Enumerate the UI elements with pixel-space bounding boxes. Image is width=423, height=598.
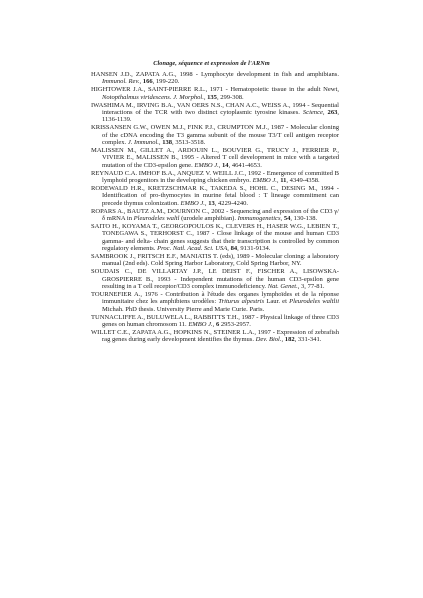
reference-title: Altered T cell development in mice with a targeted mutation of the CD3-epsilon gene. (102, 154, 340, 169)
reference-volume: 182 (284, 336, 295, 344)
reference-authors: HANSEN J.D., ZAPATA A.G., 1998 (91, 71, 193, 78)
reference-item: HIGHTOWER J.A., SAINT-PIERRE R.L., 1971 - Hematopoietic tissue in the adult Newt, Notopthalmus viridescens. J. Morphol., 135, 299-308. (91, 86, 339, 101)
reference-title-after: Michah. PhD thesis. University Pierre and Marie Curie. Paris. (102, 305, 265, 313)
reference-volume: 166 (142, 78, 153, 86)
reference-pages: 299-308. (220, 93, 244, 101)
reference-journal: Immunol. Rev. (102, 78, 140, 86)
reference-authors: TOURNEFIER A., 1976 (91, 290, 158, 298)
reference-item: HANSEN J.D., ZAPATA A.G., 1998 - Lymphocyte development in fish and amphibians. Immunol. Rev., 166, 199-220. (91, 71, 339, 86)
reference-journal: J. Immunol. (127, 139, 159, 147)
reference-journal: EMBO J. (252, 177, 277, 185)
reference-species: Triturus alpestris (218, 298, 265, 306)
reference-volume: 138 (162, 139, 173, 147)
reference-item: MALISSEN M., GILLET A., ARDOUIN L., BOUVIER G., TRUCY J., FERRIER P., VIVIER E., MALISSEN B., 1995 - Altered T cell development in mice with a targeted mutation of the CD3-epsilon gene. EMBO J., 14, 4641-4653. (91, 146, 340, 169)
reference-pages: 331-341. (297, 336, 322, 344)
reference-list (91, 71, 339, 344)
reference-title-after: (urodele amphibian). (181, 215, 236, 223)
reference-volume: 84 (230, 245, 238, 253)
reference-authors: TUNNACLIFFE A., BULUWELA L., RABBITTS T.H., 1987 (91, 313, 255, 321)
reference-item: RODEWALD H.R., KRETZSCHMAR K., TAKEDA S., HOHL C., DESING M., 1994 - Identification of pro-thymocytes in murine fetal blood : T lineage commitment can precede thymus colonization. EMBO J., 13, 4229-4240. (91, 184, 339, 207)
reference-journal: EMBO J. (188, 321, 213, 329)
reference-journal: Dev. Biol. (255, 336, 282, 344)
reference-title: Contribution à l'étude des organes lymphoïdes et de la réponse immunitaire chez les amphibiens urodèles: (102, 290, 339, 306)
reference-volume: 54 (283, 215, 291, 223)
reference-authors: WILLET C.E., ZAPATA A.G., HOPKINS N., STEINER L.A., 1997 (91, 328, 271, 336)
reference-pages: 3513-3518. (175, 139, 206, 147)
reference-authors: ROPARS A., BAUTZ A.M., DOURNON C., 2002 (91, 207, 225, 215)
reference-item: SOUDAIS C., DE VILLARTAY J.P., LE DEIST F., FISCHER A., LISOWSKA-GROSPIERRE B., 1993 - Independent mutations of the human CD3-epsilon gene resulting in a T cell receptor/CD3 complex immunodeficiency. Nat. Genet., 3, 77-81. (91, 268, 339, 291)
reference-pages: 4641-4653. (231, 161, 262, 169)
reference-item: KRISSANSEN G.W., OWEN M.J., FINK P.J., CRUMPTON M.J., 1987 - Molecular cloning of the cDNA encoding the T3 gamma subunit of the mouse T3/T cell antigen receptor complex. J. Immunol., 138, 3513-3518. (91, 124, 339, 147)
reference-title: Lymphocyte development in fish and amphibians. (200, 71, 339, 78)
reference-journal: Immunogenetics (237, 215, 281, 223)
reference-item: IWASHIMA M., IRVING B.A., VAN OERS N.S., CHAN A.C., WEISS A., 1994 - Sequential interactions of the TCR with two distinct cytoplasmic tyrosine kinases. Science, 263, 1136-1139. (91, 101, 340, 124)
reference-volume: 11 (280, 177, 287, 185)
reference-journal: Proc. Natl. Acad. Sci. USA (157, 245, 228, 253)
reference-pages: 77-81. (307, 283, 325, 291)
reference-authors: RODEWALD H.R., KRETZSCHMAR K., TAKEDA S., HOHL C., DESING M., 1994 (91, 184, 334, 192)
reference-authors: SOUDAIS C., DE VILLARTAY J.P., LE DEIST F., FISCHER A., LISOWSKA-GROSPIERRE B., 1993 (91, 268, 339, 283)
reference-volume: 6 (215, 321, 220, 329)
reference-volume: 14 (222, 161, 229, 169)
reference-title: Sequencing and expression of the CD3 γ/δ mRNA in (102, 207, 339, 223)
reference-title: Molecular cloning of the cDNA encoding the T3 gamma subunit of the mouse T3/T cell antigen receptor complex. (102, 124, 339, 147)
reference-journal: Science (302, 108, 323, 116)
reference-title: Molecular cloning: a laboratory manual (2nd eds). Cold Spring Harbor Laboratory, Cold Spring Harbor, NY. (102, 252, 339, 268)
reference-item: WILLET C.E., ZAPATA A.G., HOPKINS N., STEINER L.A., 1997 - Expression of zebrafish rag genes during early development identifies the thymus. Dev. Biol., 182, 331-341. (91, 328, 339, 344)
reference-pages: 1136-1139. (102, 116, 132, 124)
reference-journal: EMBO J. (194, 161, 219, 169)
reference-title: Emergence of committed B lymphoid progenitors in the developing chicken embryo. (102, 169, 339, 185)
reference-pages: 130-138. (293, 215, 318, 223)
reference-species: Pleurodeles waltl (133, 215, 180, 223)
reference-pages: 2953-2957. (220, 321, 251, 329)
reference-authors: SAMBROOK J., FRITSCH E.F., MANIATIS T. (eds), 1989 (91, 252, 250, 260)
reference-title: Identification of pro-thymocytes in murine fetal blood : T lineage commitment can precede thymus colonization. (102, 192, 339, 207)
reference-authors: MALISSEN M., GILLET A., ARDOUIN L., BOUVIER G., TRUCY J., FERRIER P., VIVIER E., MALISSEN B., 1995 (91, 146, 339, 162)
reference-pages: 9131-9134. (240, 245, 271, 253)
reference-item: SAITO H., KOYAMA T., GEORGOPOULOS K., CLEVERS H., HASER W.G., LEBIEN T., TONEGAWA S., TERHORST C., 1987 - Close linkage of the mouse and human CD3 gamma- and delta- chain genes suggests that their transcription is controlled by common regulatory elements. Proc. Natl. Acad. Sci. USA, 84, 9131-9134. (91, 222, 339, 253)
reference-pages: 199-220. (155, 78, 180, 86)
reference-authors: IWASHIMA M., IRVING B.A., VAN OERS N.S., CHAN A.C., WEISS A., 1994 (91, 101, 306, 109)
reference-authors: REYNAUD C.A. IMHOF B.A., ANQUEZ V. WEILL J.C., 1992 (91, 169, 262, 177)
reference-volume: 263 (327, 108, 338, 116)
reference-item: TUNNACLIFFE A., BULUWELA L., RABBITTS T.H., 1987 - Physical linkage of three CD3 genes on human chromosom 11. EMBO J., 6 2953-2957. (91, 313, 340, 329)
reference-authors: SAITO H., KOYAMA T., GEORGOPOULOS K., CLEVERS H., HASER W.G., LEBIEN T., TONEGAWA S., TERHORST C., 1987 (91, 222, 339, 238)
reference-title: Physical linkage of three CD3 genes on human chromosom 11. (102, 313, 340, 329)
reference-title: Independent mutations of the human CD3-epsilon gene resulting in a T cell receptor/CD3 complex immunodeficiency. (102, 275, 339, 291)
reference-title: Expression of zebrafish rag genes during early development identifies the thymus. (102, 328, 339, 344)
reference-item: TOURNEFIER A., 1976 - Contribution à l'étude des organes lymphoïdes et de la réponse immunitaire chez les amphibiens urodèles: Triturus alpestris Laur. et Pleurodeles waltlii Michah. PhD thesis. University Pierre and Marie Curie. Paris. (91, 290, 340, 313)
reference-journal: J. Morphol. (173, 93, 204, 101)
reference-pages: 4349-4358. (289, 177, 320, 185)
reference-title: Close linkage of the mouse and human CD3 gamma- and delta- chain genes suggests that their transcription is controlled by common regulatory elements. (102, 230, 339, 253)
reference-authors: KRISSANSEN G.W., OWEN M.J., FINK P.J., CRUMPTON M.J., 1987 (91, 124, 285, 132)
reference-authors: HIGHTOWER J.A., SAINT-PIERRE R.L., 1971 (91, 86, 223, 94)
reference-species: Notopthalmus viridescens (102, 93, 170, 101)
reference-item: REYNAUD C.A. IMHOF B.A., ANQUEZ V. WEILL J.C., 1992 - Emergence of committed B lymphoid progenitors in the developing chicken embryo. EMBO J., 11, 4349-4358. (91, 169, 339, 185)
reference-title: Hematopoietic tissue in the adult Newt, (230, 86, 339, 94)
reference-item: SAMBROOK J., FRITSCH E.F., MANIATIS T. (eds), 1989 - Molecular cloning: a laboratory manual (2nd eds). Cold Spring Harbor Laboratory, Cold Spring Harbor, NY. (91, 252, 339, 268)
running-head: Clonage, séquence et expression de l'ARNm (153, 60, 270, 67)
reference-title: Sequential interactions of the TCR with two distinct cytoplasmic tyrosine kinases. (102, 101, 339, 116)
reference-volume: 135 (207, 93, 217, 101)
reference-journal: EMBO J. (180, 199, 205, 207)
reference-title-mid: Laur. et (266, 298, 287, 306)
reference-pages: 4229-4240. (218, 199, 249, 207)
reference-journal: Nat. Genet. (267, 283, 298, 291)
reference-volume: 3 (301, 283, 305, 291)
reference-volume: 13 (208, 199, 215, 207)
reference-species: Pleurodeles waltlii (289, 298, 340, 306)
reference-item: ROPARS A., BAUTZ A.M., DOURNON C., 2002 - Sequencing and expression of the CD3 γ/δ mRNA in Pleurodeles waltl (urodele amphibian). Immunogenetics, 54, 130-138. (91, 207, 339, 223)
